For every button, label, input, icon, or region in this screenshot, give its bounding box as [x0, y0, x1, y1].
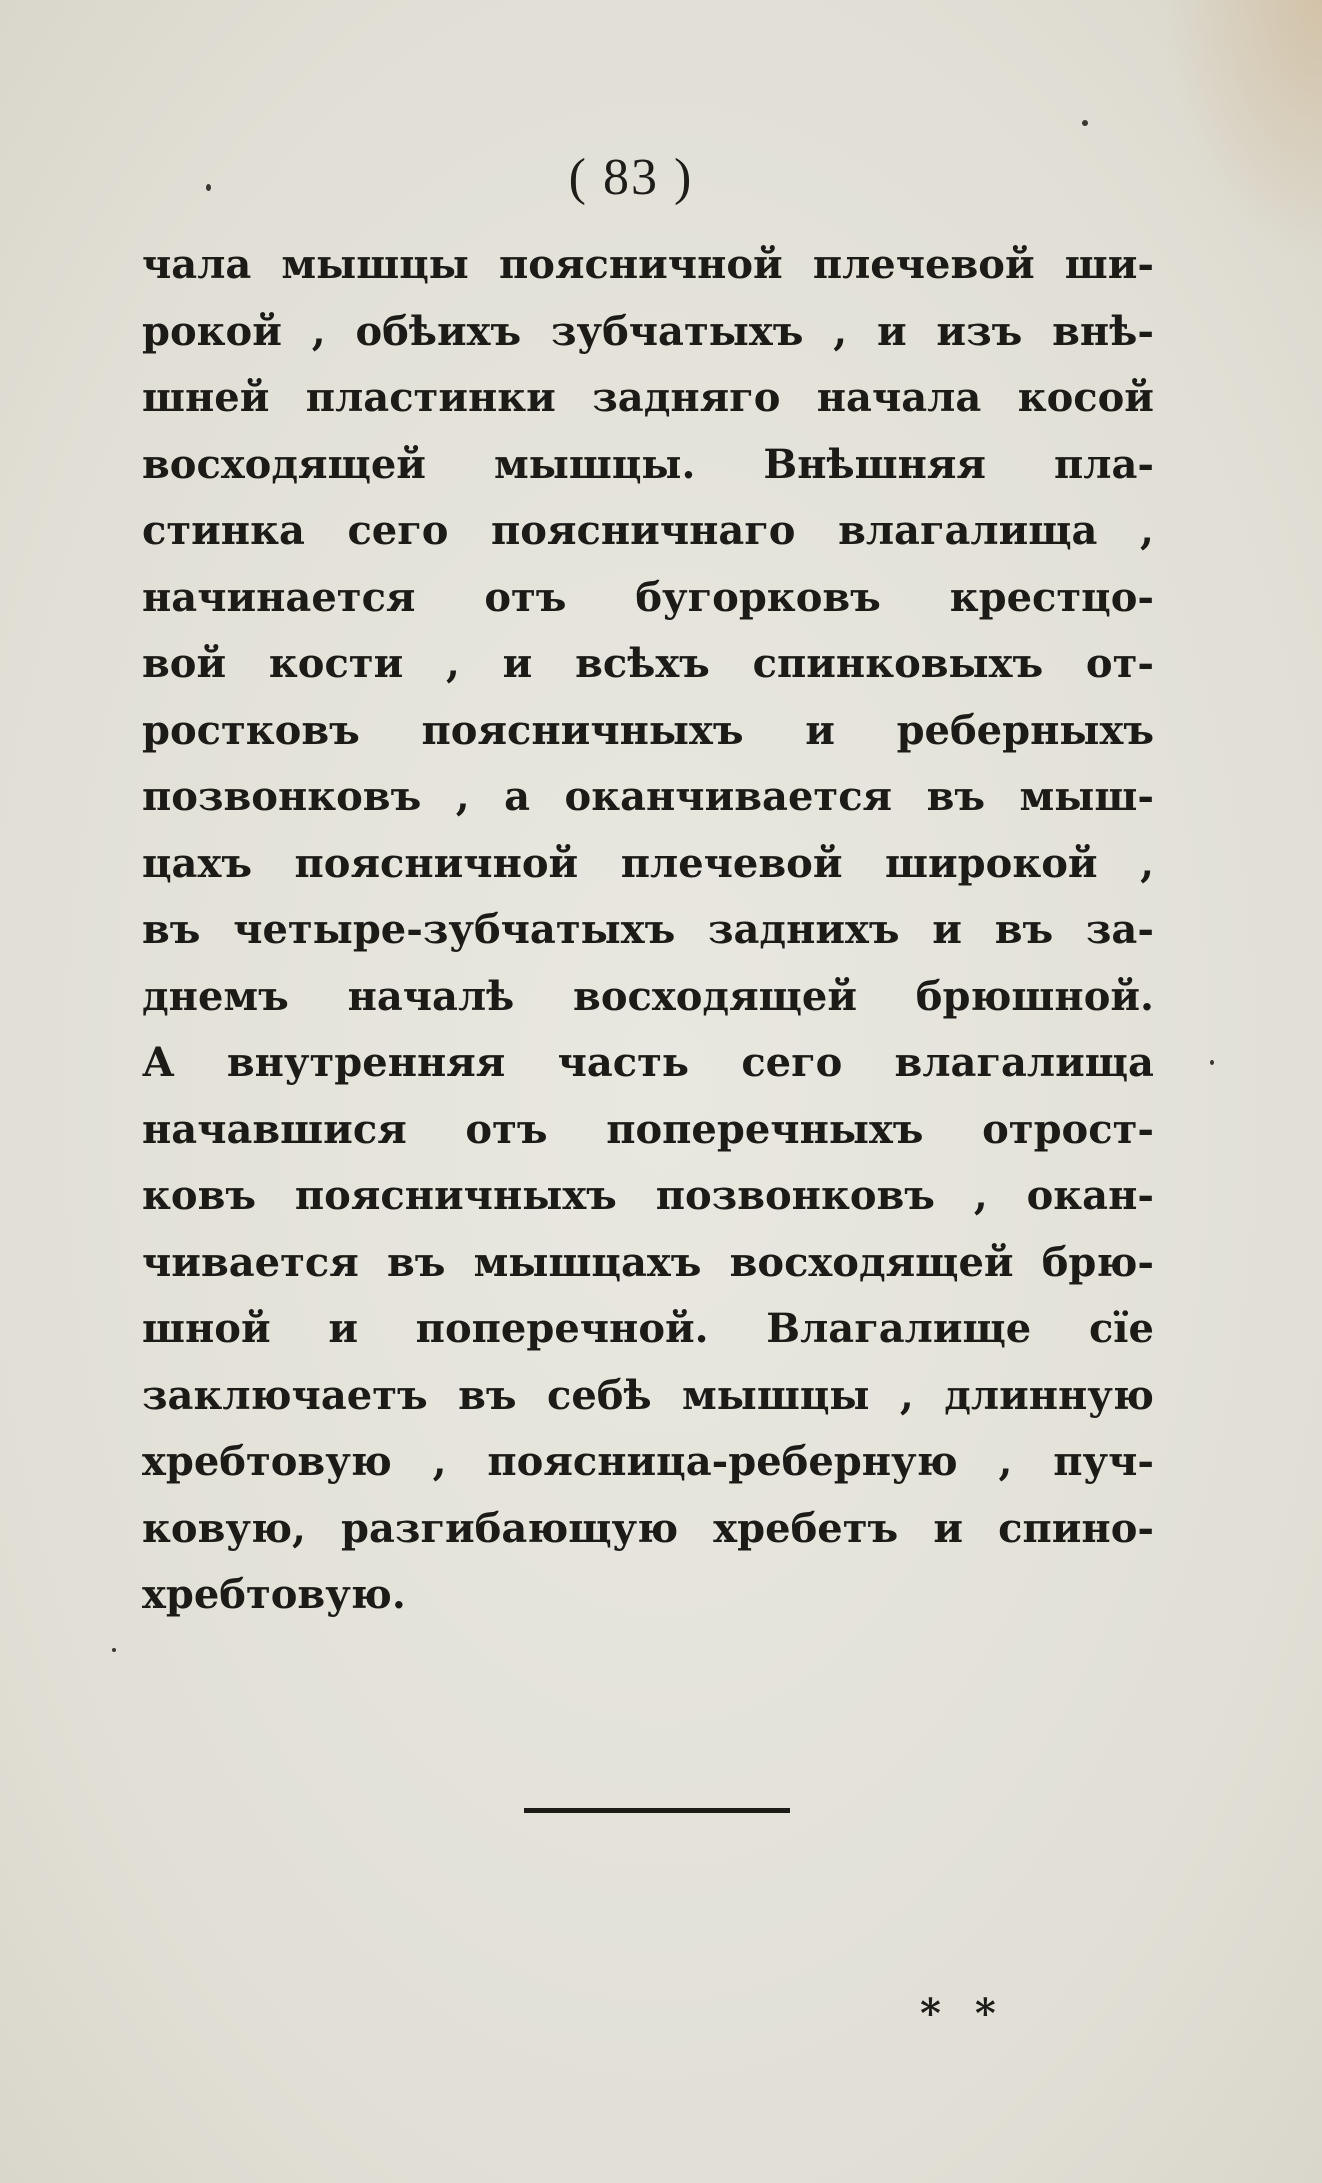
text-line: цахъ поясничной плечевой широкой , — [142, 839, 1154, 887]
text-line: ростковъ поясничныхъ и реберныхъ — [142, 706, 1154, 754]
text-line: хребтовую. — [142, 1571, 406, 1618]
paper-speck — [206, 184, 211, 191]
end-rule — [524, 1808, 790, 1813]
text-line: ковую, разгибающую хребетъ и спино- — [142, 1504, 1154, 1552]
body-text — [142, 232, 1154, 1629]
text-line: хребтовую , поясница-реберную , пуч- — [142, 1438, 1154, 1485]
text-line: ковъ поясничныхъ позвонковъ , окан- — [142, 1172, 1154, 1219]
text-line: шной и поперечной. Влагалище сїе — [142, 1305, 1154, 1352]
paper-speck — [1210, 1060, 1214, 1065]
text-line: вой кости , и всѣхъ спинковыхъ от- — [142, 640, 1154, 687]
text-line: шней пластинки задняго начала косой — [142, 374, 1154, 421]
text-line: стинка сего поясничнаго влагалища , — [142, 507, 1154, 554]
text-line: начинается отъ бугорковъ крестцо- — [142, 573, 1154, 621]
text-line: чивается въ мышцахъ восходящей брю- — [142, 1238, 1154, 1286]
signature-mark: * * — [920, 1990, 1006, 2037]
text-line: рокой , обѣихъ зубчатыхъ , и изъ внѣ- — [142, 307, 1154, 355]
text-line: начавшися отъ поперечныхъ отрост- — [142, 1105, 1154, 1153]
page-number: ( 83 ) — [568, 149, 694, 206]
paper-speck — [112, 1648, 116, 1652]
text-line: чала мышцы поясничной плечевой ши- — [142, 241, 1154, 288]
text-line: позвонковъ , а оканчивается въ мыш- — [142, 773, 1154, 820]
text-line: въ четыре-зубчатыхъ заднихъ и въ за- — [142, 906, 1154, 953]
text-line: днемъ началѣ восходящей брюшной. — [142, 972, 1154, 1020]
text-line: А внутренняя часть сего влагалища — [142, 1039, 1154, 1086]
paper-speck — [1082, 120, 1088, 126]
text-line: восходящей мышцы. Внѣшняя пла- — [142, 440, 1154, 488]
text-line: заключаетъ въ себѣ мышцы , длинную — [142, 1371, 1154, 1419]
